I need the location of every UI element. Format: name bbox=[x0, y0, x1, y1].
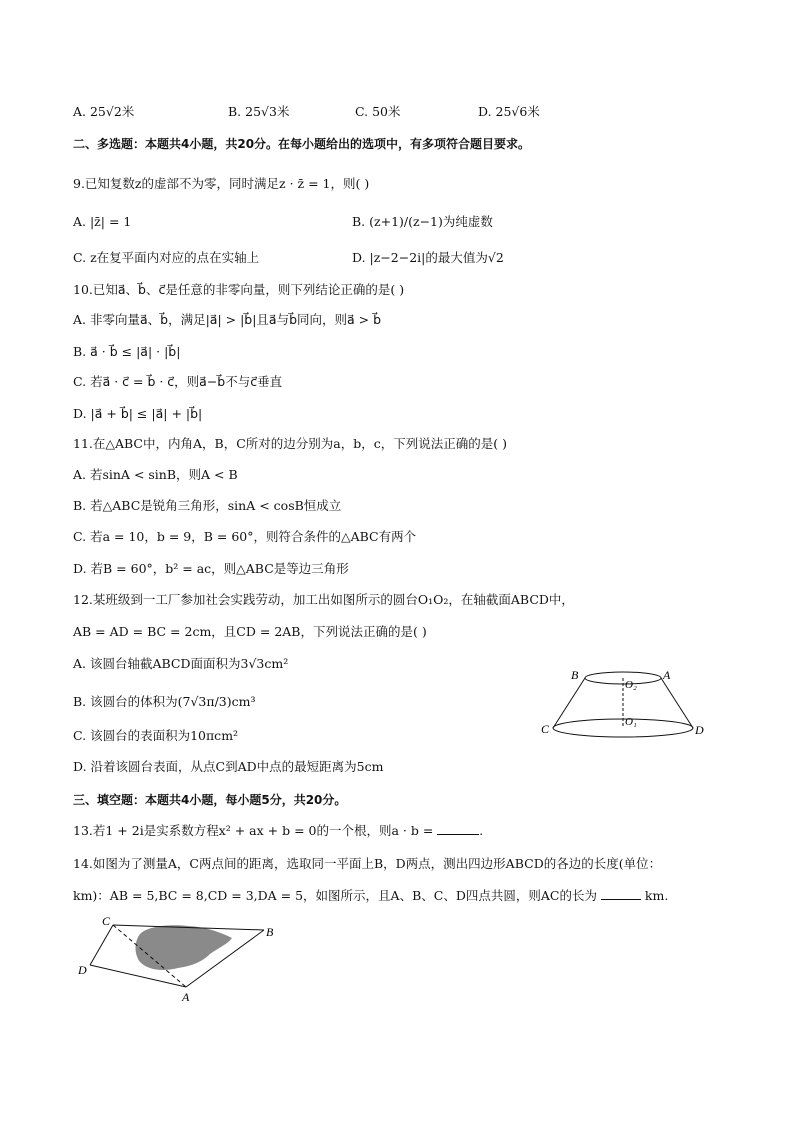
q11-stem: 11.在△ABC中，内角A，B，C所对的边分别为a，b，c，下列说法正确的是( ) bbox=[73, 436, 507, 451]
quad-label-a: A bbox=[182, 990, 190, 1004]
quad-label-b: B bbox=[266, 925, 274, 939]
frustum-bottom-ellipse bbox=[553, 719, 693, 737]
q14-text: km)：AB = 5,BC = 8,CD = 3,DA = 5，如图所示，且A、B、C、D四点共圆，则AC的长为 bbox=[73, 888, 597, 903]
quad-label-d: D bbox=[78, 963, 87, 977]
q13-text: 13.若1 + 2i是实系数方程x² + ax + b = 0的一个根，则a · b = bbox=[73, 823, 434, 838]
q9-option-b: B. (z+1)/(z−1)为纯虚数 bbox=[352, 214, 493, 229]
q14-end: km. bbox=[644, 888, 669, 903]
frustum-label-b: B bbox=[571, 668, 579, 682]
frustum-label-o1: O₁ bbox=[625, 716, 637, 728]
frustum-label-d: D bbox=[695, 723, 704, 737]
q9-option-c: C. z在复平面内对应的点在实轴上 bbox=[73, 250, 260, 265]
q12-stem-line-2: AB = AD = BC = 2cm，且CD = 2AB，下列说法正确的是( ) bbox=[73, 624, 427, 639]
frustum-label-c: C bbox=[541, 722, 550, 736]
q12-option-b: B. 该圆台的体积为(7√3π/3)cm³ bbox=[73, 694, 256, 709]
q11-option-a: A. 若sinA < sinB，则A < B bbox=[73, 467, 238, 482]
q10-option-a: A. 非零向量a⃗、b⃗，满足|a⃗| > |b⃗|且a⃗与b⃗同向，则a⃗ > b⃗ bbox=[73, 312, 382, 327]
q9-stem: 9.已知复数z的虚部不为零，同时满足z · z̄ = 1，则( ) bbox=[73, 176, 370, 191]
frustum-figure bbox=[535, 662, 715, 748]
q14-line-1: 14.如图为了测量A，C两点间的距离，选取同一平面上B，D两点，测出四边形ABCD的各边的长度(单位： bbox=[73, 856, 662, 871]
q10-option-d: D. |a⃗ + b⃗| ≤ |a⃗| + |b⃗| bbox=[73, 406, 203, 421]
q10-option-c: C. 若a⃗ · c⃗ = b⃗ · c⃗，则a⃗−b⃗不与c⃗垂直 bbox=[73, 374, 283, 389]
q10-stem: 10.已知a⃗、b⃗、c⃗是任意的非零向量，则下列结论正确的是( ) bbox=[73, 282, 405, 297]
q13-answer-blank[interactable] bbox=[437, 822, 479, 835]
q14-line-2 bbox=[73, 887, 668, 904]
q14-answer-blank[interactable] bbox=[601, 887, 641, 900]
frustum-label-o2: O₂ bbox=[625, 679, 637, 691]
frustum-label-a: A bbox=[663, 668, 671, 682]
quadrilateral-figure bbox=[70, 912, 290, 1004]
q9-option-a: A. |z̄| = 1 bbox=[73, 214, 132, 229]
section-3-header: 三、填空题：本题共4小题，每小题5分，共20分。 bbox=[73, 793, 347, 807]
q13-line bbox=[73, 822, 483, 839]
q11-option-c: C. 若a = 10，b = 9，B = 60°，则符合条件的△ABC有两个 bbox=[73, 529, 417, 544]
q11-option-d: D. 若B = 60°，b² = ac，则△ABC是等边三角形 bbox=[73, 561, 349, 576]
q9-option-d: D. |z−2−2i|的最大值为√2 bbox=[352, 250, 504, 265]
q8-option-c: C. 50米 bbox=[355, 104, 401, 119]
q10-option-b: B. a⃗ · b⃗ ≤ |a⃗| · |b⃗| bbox=[73, 344, 181, 359]
q12-option-d: D. 沿着该圆台表面，从点C到AD中点的最短距离为5cm bbox=[73, 759, 384, 774]
section-2-header: 二、多选题：本题共4小题，共20分。在每小题给出的选项中，有多项符合题目要求。 bbox=[73, 137, 531, 151]
edge-dc bbox=[90, 925, 113, 965]
q11-option-b: B. 若△ABC是锐角三角形，sinA < cosB恒成立 bbox=[73, 498, 342, 513]
q12-stem-line-1: 12.某班级到一工厂参加社会实践劳动，加工出如图所示的圆台O₁O₂，在轴截面ABCD中， bbox=[73, 592, 574, 607]
q8-option-b: B. 25√3米 bbox=[228, 104, 290, 119]
q8-option-d: D. 25√6米 bbox=[478, 104, 540, 119]
lake-shape bbox=[136, 925, 233, 970]
q13-end: . bbox=[479, 823, 484, 838]
q8-option-a: A. 25√2米 bbox=[73, 104, 135, 119]
q12-option-c: C. 该圆台的表面积为10πcm² bbox=[73, 728, 239, 743]
quad-label-c: C bbox=[102, 914, 111, 928]
q12-option-a: A. 该圆台轴截ABCD面面积为3√3cm² bbox=[73, 656, 289, 671]
